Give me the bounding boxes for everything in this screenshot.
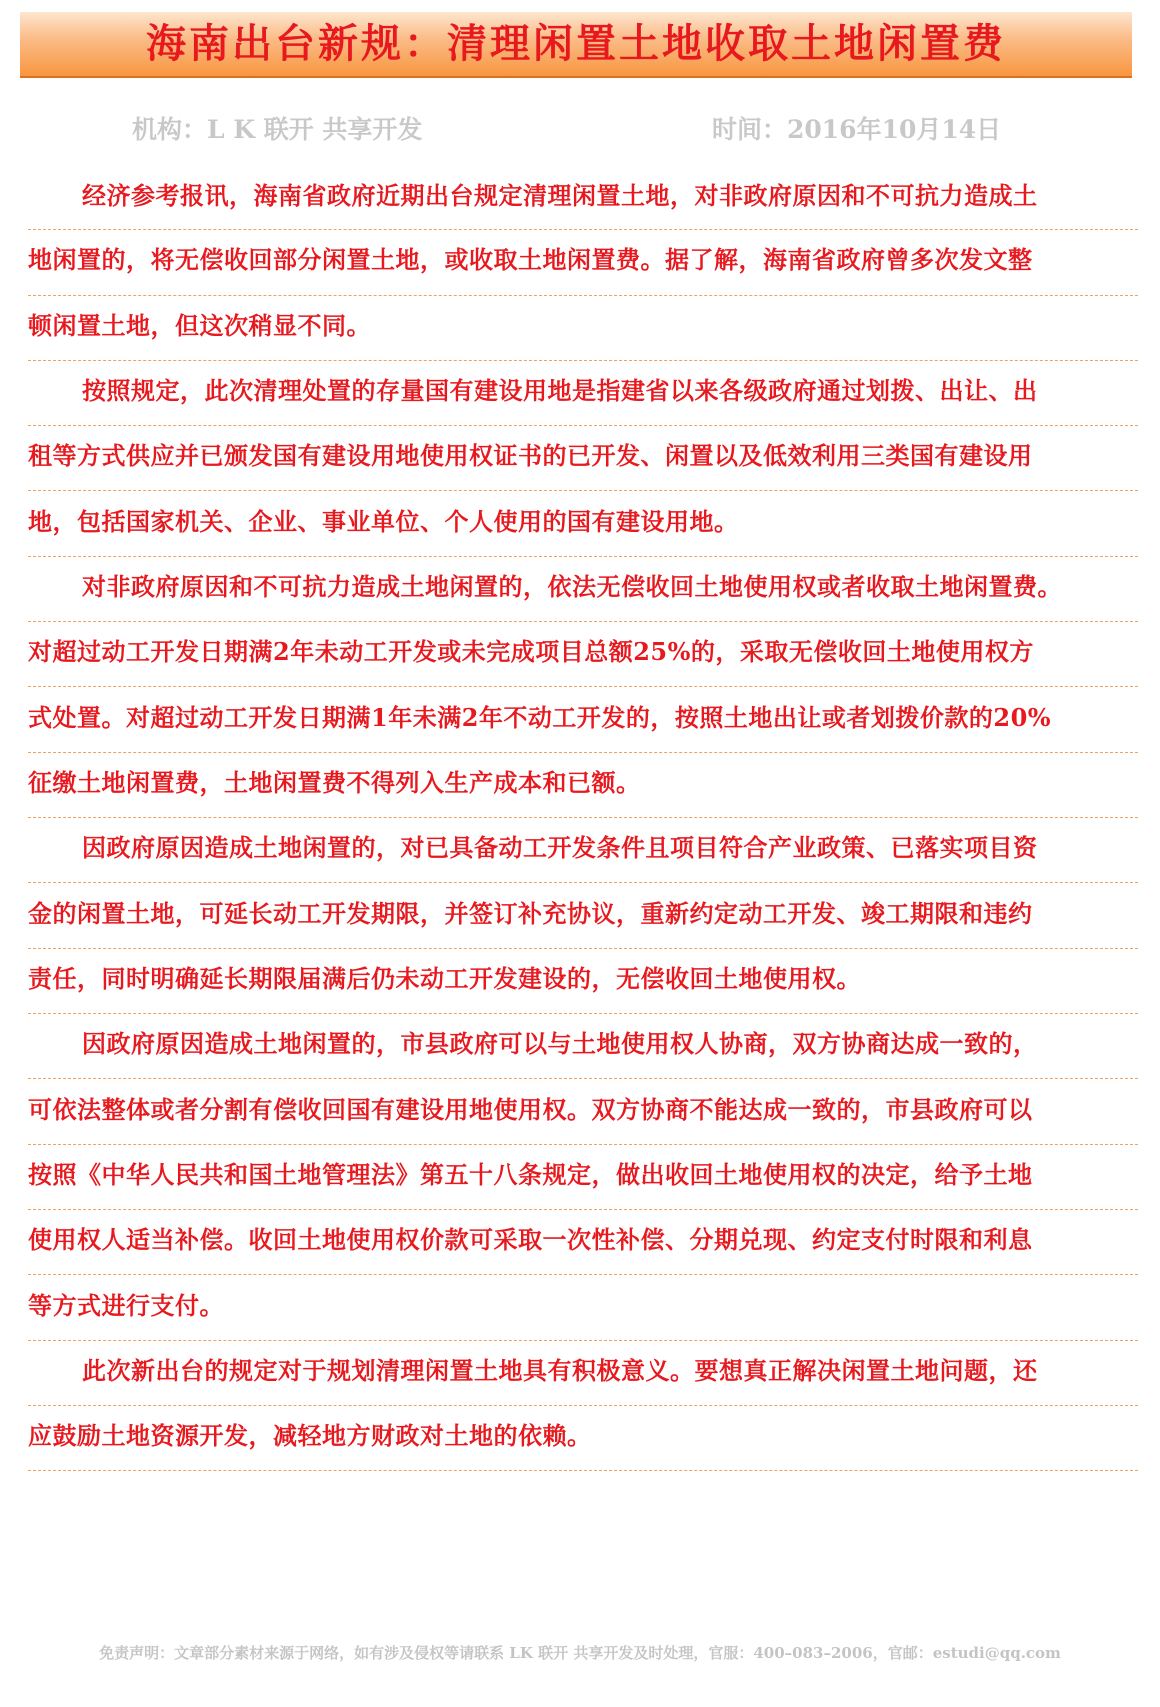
paragraph-1-line-2: 地闲置的，将无偿收回部分闲置土地，或收取土地闲置费。据了解，海南省政府曾多次发文整 <box>28 245 1033 274</box>
paragraph-5-line-1: 因政府原因造成土地闲置的，市县政府可以与土地使用权人协商，双方协商达成一致的， <box>82 1029 1038 1058</box>
disclaimer-footer: 免责声明：文章部分素材来源于网络，如有涉及侵权等请联系 LK 联开 共享开发及时处理，官服：400–083–2006，官邮：estudi@qq.com <box>99 1644 1061 1662</box>
paragraph-2-line-3: 地，包括国家机关、企业、事业单位、个人使用的国有建设用地。 <box>28 507 739 536</box>
paragraph-3-line-4: 征缴土地闲置费，土地闲置费不得列入生产成本和已额。 <box>28 768 641 797</box>
line-separator <box>28 1405 1138 1406</box>
line-separator <box>28 1470 1138 1471</box>
paragraph-5-line-2: 可依法整体或者分割有偿收回国有建设用地使用权。双方协商不能达成一致的，市县政府可以 <box>28 1095 1033 1124</box>
line-separator <box>28 360 1138 361</box>
line-separator <box>28 1340 1138 1341</box>
title-banner <box>20 12 1132 78</box>
line-separator <box>28 1209 1138 1210</box>
line-separator <box>28 1013 1138 1014</box>
line-separator <box>28 686 1138 687</box>
paragraph-6-line-1: 此次新出台的规定对于规划清理闲置土地具有积极意义。要想真正解决闲置土地问题，还 <box>82 1356 1038 1385</box>
line-separator <box>28 882 1138 883</box>
paragraph-2-line-1: 按照规定，此次清理处置的存量国有建设用地是指建省以来各级政府通过划拨、出让、出 <box>82 376 1038 405</box>
line-separator <box>28 948 1138 949</box>
paragraph-4-line-1: 因政府原因造成土地闲置的，对已具备动工开发条件且项目符合产业政策、已落实项目资 <box>82 833 1038 862</box>
paragraph-2-line-2: 租等方式供应并已颁发国有建设用地使用权证书的已开发、闲置以及低效利用三类国有建设用 <box>28 441 1033 470</box>
paragraph-5-line-4: 使用权人适当补偿。收回土地使用权价款可采取一次性补偿、分期兑现、约定支付时限和利息 <box>28 1225 1033 1254</box>
paragraph-5-line-3: 按照《中华人民共和国土地管理法》第五十八条规定，做出收回土地使用权的决定，给予土地 <box>28 1160 1033 1189</box>
paragraph-5-line-5: 等方式进行支付。 <box>28 1291 224 1320</box>
line-separator <box>28 556 1138 557</box>
paragraph-1-line-3: 顿闲置土地，但这次稍显不同。 <box>28 311 371 340</box>
paragraph-6-line-2: 应鼓励土地资源开发，减轻地方财政对土地的依赖。 <box>28 1421 592 1450</box>
line-separator <box>28 425 1138 426</box>
line-separator <box>28 1078 1138 1079</box>
date-label: 时间：2016年10月14日 <box>712 115 1002 144</box>
line-separator <box>28 1274 1138 1275</box>
paragraph-1-line-1: 经济参考报讯，海南省政府近期出台规定清理闲置土地，对非政府原因和不可抗力造成土 <box>82 181 1038 210</box>
paragraph-4-line-2: 金的闲置土地，可延长动工开发期限，并签订补充协议，重新约定动工开发、竣工期限和违约 <box>28 899 1033 928</box>
line-separator <box>28 621 1138 622</box>
paragraph-4-line-3: 责任，同时明确延长期限届满后仍未动工开发建设的，无偿收回土地使用权。 <box>28 964 861 993</box>
paragraph-3-line-2: 对超过动工开发日期满2年未动工开发或未完成项目总额25%的，采取无偿收回土地使用权方 <box>28 637 1034 666</box>
line-separator <box>28 752 1138 753</box>
line-separator <box>28 1144 1138 1145</box>
paragraph-3-line-1: 对非政府原因和不可抗力造成土地闲置的，依法无偿收回土地使用权或者收取土地闲置费。 <box>82 572 1062 601</box>
line-separator <box>28 490 1138 491</box>
page-title: 海南出台新规：清理闲置土地收取土地闲置费 <box>146 20 1006 67</box>
organization-label: 机构：L K 联开 共享开发 <box>132 115 423 144</box>
line-separator <box>28 229 1138 230</box>
paragraph-3-line-3: 式处置。对超过动工开发日期满1年未满2年不动工开发的，按照土地出让或者划拨价款的20% <box>28 703 1052 732</box>
line-separator <box>28 295 1138 296</box>
line-separator <box>28 817 1138 818</box>
